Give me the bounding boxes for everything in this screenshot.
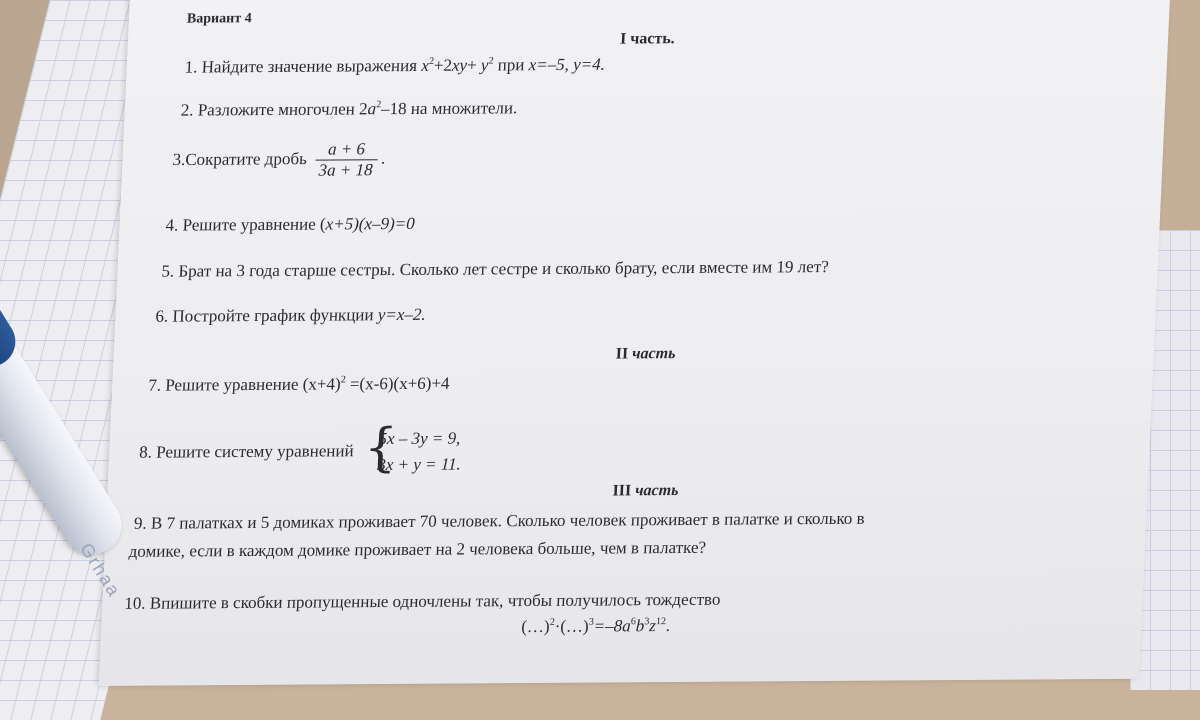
worksheet	[99, 0, 1171, 686]
task-3: 3.Сократите дробь $\frac{a + 6}{3a + 18}$ .	[172, 139, 386, 180]
part-2-heading: II часть	[615, 345, 676, 363]
fraction: $\frac{a + 6}{3a + 18}$	[314, 139, 378, 180]
task-9-line-1: 9. В 7 палатках и 5 домиках проживает 70 человек. Сколько человек проживает в палатке и сколько в	[133, 508, 866, 533]
task-6: 6. Постройте график функции y=x–2.	[155, 304, 427, 326]
task-5: 5. Брат на 3 года старше сестры. Сколько лет сестре и сколько брату, если вместе им 19 лет?	[161, 257, 830, 281]
task-10-identity: $(\dots)^2\cdot(\dots)^3=-8a^6b^3z^{12}$.	[520, 616, 671, 637]
task-2: 2. Разложите многочлен $2a^2-18$ на множители.	[180, 98, 518, 120]
task-9-line-2: домике, если в каждом домике проживает на 2 человека больше, чем в палатке?	[128, 537, 707, 561]
part-1-heading: I часть.	[619, 30, 676, 48]
task-10-line-1: 10. Впишите в скобки пропущенные одночлены так, чтобы получилось тождество	[123, 589, 721, 613]
task-8: 8. Решите систему уравнений { 5x – 3y = 9, 3x + y = 11.	[138, 417, 462, 479]
part-3-heading: III часть	[612, 482, 679, 500]
variant-title: Вариант 4	[186, 11, 252, 27]
task-1: 1. Найдите значение выражения $x^2+2xy+ y^2$ при x=–5, y=4.	[184, 54, 606, 77]
brace: {	[362, 417, 399, 479]
task-4: 4. Решите уравнение (x+5)(x–9)=0	[165, 213, 416, 235]
task-7: 7. Решите уравнение $(x+4)^2 =(x-6)(x+6)+4$	[147, 373, 450, 395]
pen-brand-text: Grhaa	[76, 539, 125, 601]
equation-system: { 5x – 3y = 9, 3x + y = 11.	[362, 417, 462, 479]
